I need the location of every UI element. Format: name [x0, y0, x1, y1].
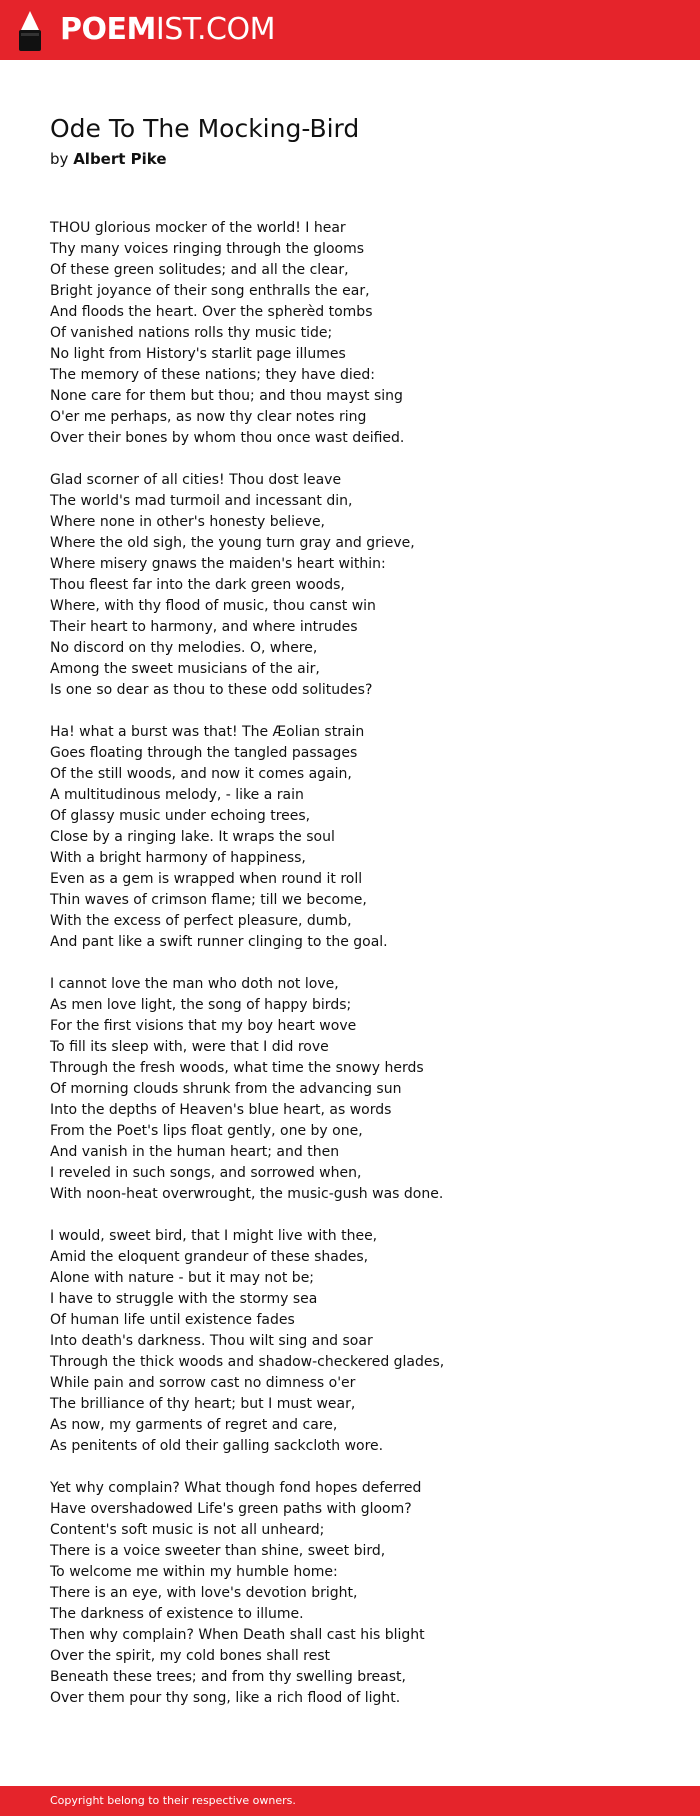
- poem-line: Amid the eloquent grandeur of these shades,: [50, 1249, 369, 1265]
- poem-line: With a bright harmony of happiness,: [50, 850, 306, 866]
- poem-line: A multitudinous melody, - like a rain: [50, 787, 304, 803]
- poem-line: With the excess of perfect pleasure, dumb,: [50, 913, 352, 929]
- poem-line: Through the thick woods and shadow-checkered glades,: [50, 1354, 445, 1370]
- poem-line: Where the old sigh, the young turn gray and grieve,: [50, 535, 415, 551]
- poem-line: Beneath these trees; and from thy swelling breast,: [50, 1669, 406, 1685]
- poem-line: As now, my garments of regret and care,: [50, 1417, 338, 1433]
- poem-line: Over their bones by whom thou once wast deified.: [50, 430, 405, 446]
- poem-line: There is an eye, with love's devotion bright,: [50, 1585, 358, 1601]
- copyright-text: Copyright belong to their respective owners.: [50, 1794, 296, 1807]
- poem-line: Bright joyance of their song enthralls the ear,: [50, 283, 370, 299]
- poem-line: Of vanished nations rolls thy music tide;: [50, 325, 333, 341]
- poem-line: Where, with thy flood of music, thou canst win: [50, 598, 376, 614]
- poem-line: Through the fresh woods, what time the snowy herds: [50, 1060, 424, 1076]
- poem-title: Ode To The Mocking-Bird: [50, 114, 360, 143]
- poem-line: Over the spirit, my cold bones shall rest: [50, 1648, 331, 1664]
- poem-line: Is one so dear as thou to these odd solitudes?: [50, 682, 373, 698]
- stanza: [50, 218, 670, 449]
- poem-line: As men love light, the song of happy birds;: [50, 997, 352, 1013]
- poem-line: And pant like a swift runner clinging to the goal.: [50, 934, 388, 950]
- pencil-tip-icon[interactable]: [17, 10, 43, 52]
- poem-line: To fill its sleep with, were that I did rove: [50, 1039, 329, 1055]
- poem-line: O'er me perhaps, as now thy clear notes ring: [50, 409, 367, 425]
- poem-line: I reveled in such songs, and sorrowed when,: [50, 1165, 362, 1181]
- poem-line: I have to struggle with the stormy sea: [50, 1291, 318, 1307]
- logo-text-bold: POEM: [60, 12, 156, 47]
- poem-line: Among the sweet musicians of the air,: [50, 661, 320, 677]
- poem-line: There is a voice sweeter than shine, sweet bird,: [50, 1543, 386, 1559]
- poem-line: The darkness of existence to illume.: [50, 1606, 304, 1622]
- poem-line: With noon-heat overwrought, the music-gush was done.: [50, 1186, 444, 1202]
- author-name: Albert Pike: [73, 150, 167, 168]
- poem-line: Over them pour thy song, like a rich flood of light.: [50, 1690, 401, 1706]
- site-header: [0, 0, 700, 60]
- stanza: [50, 470, 670, 701]
- poem-line: Yet why complain? What though fond hopes deferred: [50, 1480, 422, 1496]
- poem-line: No discord on thy melodies. O, where,: [50, 640, 318, 656]
- poem-line: Thou fleest far into the dark green woods,: [50, 577, 345, 593]
- poem-line: Where none in other's honesty believe,: [50, 514, 326, 530]
- poem-line: For the first visions that my boy heart wove: [50, 1018, 357, 1034]
- poem-line: THOU glorious mocker of the world! I hear: [50, 220, 346, 236]
- poem-line: The world's mad turmoil and incessant din,: [50, 493, 353, 509]
- poem-line: And floods the heart. Over the spherèd tombs: [50, 304, 373, 320]
- poem-line: Into the depths of Heaven's blue heart, as words: [50, 1102, 392, 1118]
- poem-line: Of glassy music under echoing trees,: [50, 808, 311, 824]
- poem-line: Have overshadowed Life's green paths with gloom?: [50, 1501, 412, 1517]
- poem-line: Even as a gem is wrapped when round it roll: [50, 871, 363, 887]
- poem-line: Thy many voices ringing through the glooms: [50, 241, 365, 257]
- poem-line: Of morning clouds shrunk from the advancing sun: [50, 1081, 402, 1097]
- byline: [50, 148, 167, 170]
- by-label: by: [50, 150, 69, 168]
- poem-line: The memory of these nations; they have died:: [50, 367, 375, 383]
- poem-line: To welcome me within my humble home:: [50, 1564, 338, 1580]
- poem-line: Of the still woods, and now it comes again,: [50, 766, 352, 782]
- poem-body: [50, 218, 670, 1730]
- poem-line: Thin waves of crimson flame; till we become,: [50, 892, 367, 908]
- poem-line: Where misery gnaws the maiden's heart within:: [50, 556, 386, 572]
- stanza: [50, 974, 670, 1205]
- site-logo[interactable]: [60, 10, 275, 50]
- poem-line: Their heart to harmony, and where intrudes: [50, 619, 358, 635]
- poem-line: While pain and sorrow cast no dimness o'er: [50, 1375, 356, 1391]
- poem-line: Alone with nature - but it may not be;: [50, 1270, 315, 1286]
- poem-line: Content's soft music is not all unheard;: [50, 1522, 325, 1538]
- poem-line: Goes floating through the tangled passages: [50, 745, 358, 761]
- poem-line: None care for them but thou; and thou mayst sing: [50, 388, 403, 404]
- poem-line: Then why complain? When Death shall cast his blight: [50, 1627, 425, 1643]
- poem-line: As penitents of old their galling sackcloth wore.: [50, 1438, 384, 1454]
- stanza: [50, 722, 670, 953]
- poem-line: I would, sweet bird, that I might live with thee,: [50, 1228, 378, 1244]
- poem-line: The brilliance of thy heart; but I must wear,: [50, 1396, 356, 1412]
- poem-line: Into death's darkness. Thou wilt sing and soar: [50, 1333, 373, 1349]
- stanza: [50, 1478, 670, 1709]
- poem-line: Of these green solitudes; and all the clear,: [50, 262, 349, 278]
- poem-line: From the Poet's lips float gently, one by one,: [50, 1123, 363, 1139]
- poem-line: And vanish in the human heart; and then: [50, 1144, 340, 1160]
- poem-line: Ha! what a burst was that! The Æolian strain: [50, 724, 365, 740]
- poem-line: I cannot love the man who doth not love,: [50, 976, 339, 992]
- stanza: [50, 1226, 670, 1457]
- logo-text-light: IST.COM: [155, 12, 275, 47]
- poem-line: Glad scorner of all cities! Thou dost leave: [50, 472, 342, 488]
- poem-line: No light from History's starlit page illumes: [50, 346, 346, 362]
- poem-line: Close by a ringing lake. It wraps the soul: [50, 829, 335, 845]
- poem-line: Of human life until existence fades: [50, 1312, 295, 1328]
- site-footer: [0, 1786, 700, 1816]
